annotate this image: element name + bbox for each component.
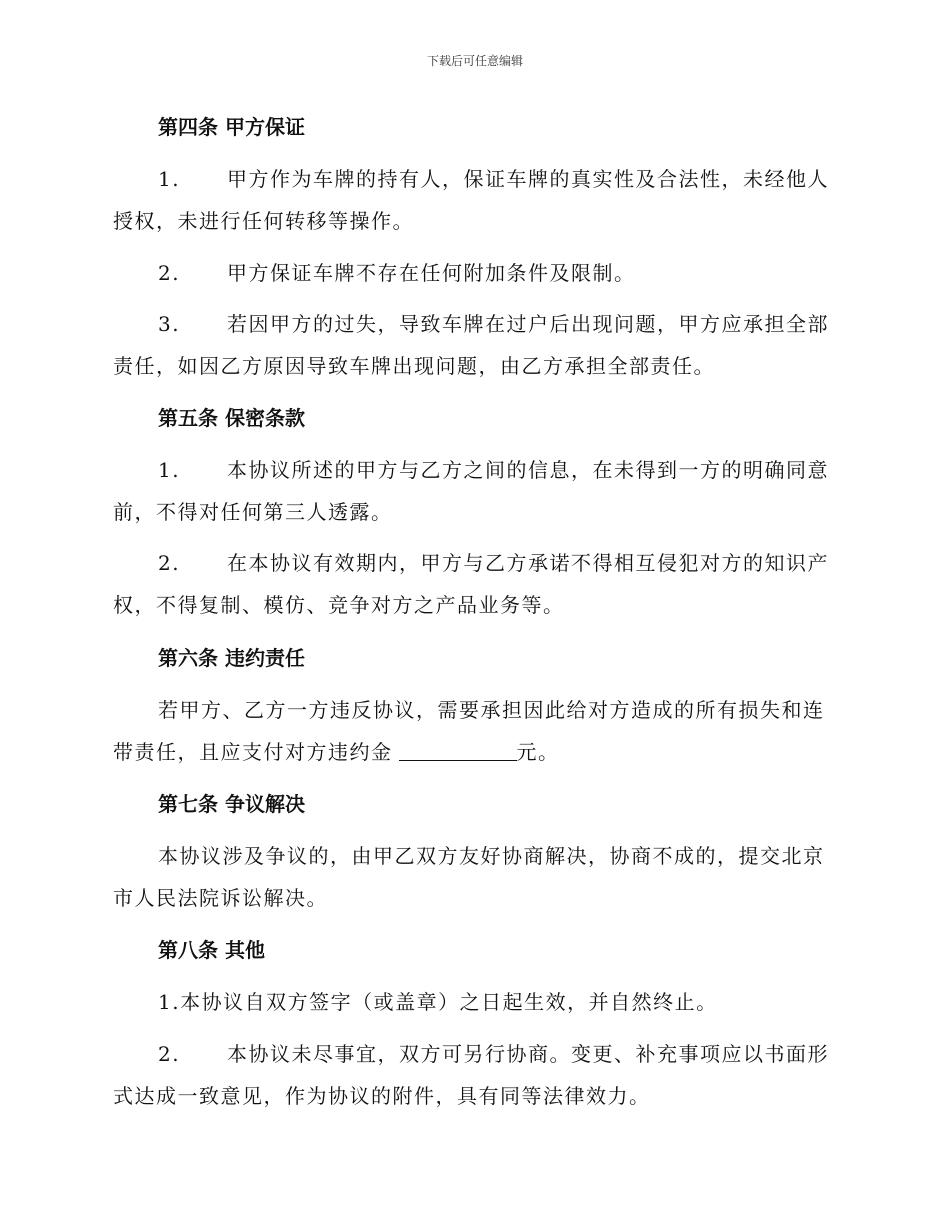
section-title: 第七条 争议解决: [158, 792, 305, 816]
clause-text: 甲方保证车牌不存在任何附加条件及限制。: [227, 261, 636, 285]
clause-text: 若因甲方的过失，导致车牌在过户后出现问题，甲方应承担全部: [227, 312, 829, 336]
page-header: 下载后可任意编辑: [426, 54, 523, 68]
clause-number: 2.: [158, 551, 181, 575]
clause-number: 3.: [158, 312, 181, 336]
clause-item: [113, 304, 833, 345]
clause-text-continued: 授权，未进行任何转移等操作。: [113, 209, 414, 233]
clause-text-continued: 权，不得复制、模仿、竞争对方之产品业务等。: [113, 593, 565, 617]
clause-number: 1.: [158, 167, 181, 191]
clause-text: 本协议未尽事宜，双方可另行协商。变更、补充事项应以书面形: [227, 1042, 829, 1066]
section-title: 第四条 甲方保证: [158, 115, 305, 139]
clause-number: 2.: [158, 261, 181, 285]
paragraph-text: 若甲方、乙方一方违反协议，需要承担因此给对方造成的所有损失和连: [158, 698, 825, 722]
paragraph-text-continued: 市人民法院诉讼解决。: [113, 886, 328, 910]
clause-text-continued: 前，不得对任何第三人透露。: [113, 500, 393, 524]
paragraph-text-continued: [113, 732, 833, 773]
section-title: 第八条 其他: [158, 938, 265, 962]
clause-text: 甲方作为车牌的持有人，保证车牌的真实性及合法性，未经他人: [227, 167, 829, 191]
clause-number: 1.: [158, 458, 181, 482]
clause-item: [113, 159, 833, 200]
penalty-amount-blank: [399, 738, 517, 761]
section-title: 第五条 保密条款: [158, 406, 305, 430]
paragraph-text: 带责任，且应支付对方违约金: [113, 740, 393, 764]
clause-text: 在本协议有效期内，甲方与乙方承诺不得相互侵犯对方的知识产: [227, 551, 829, 575]
clause-text-continued: 责任，如因乙方原因导致车牌出现问题，由乙方承担全部责任。: [113, 354, 715, 378]
clause-item: [113, 253, 833, 294]
clause-item: [113, 450, 833, 491]
clause-text-continued: 式达成一致意见，作为协议的附件，具有同等法律效力。: [113, 1084, 651, 1108]
clause-item: 1.本协议自双方签字（或盖章）之日起生效，并自然终止。: [158, 990, 718, 1014]
clause-text: 本协议所述的甲方与乙方之间的信息，在未得到一方的明确同意: [227, 458, 829, 482]
clause-item: [113, 1034, 833, 1075]
paragraph-text: 元。: [516, 740, 560, 764]
clause-item: [113, 543, 833, 584]
section-title: 第六条 违约责任: [158, 646, 305, 670]
clause-number: 2.: [158, 1042, 181, 1066]
paragraph-text: 本协议涉及争议的，由甲乙双方友好协商解决，协商不成的，提交北京: [158, 844, 825, 868]
